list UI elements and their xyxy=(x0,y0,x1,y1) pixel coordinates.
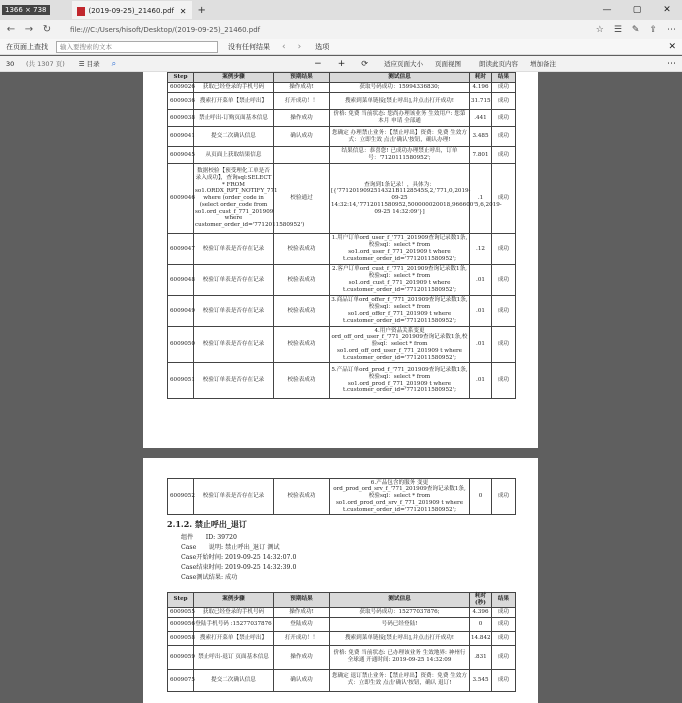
cell-case-step: 获取已经登录的手机号码 xyxy=(194,607,274,617)
minimize-icon[interactable]: — xyxy=(602,5,612,15)
cell-expected-result: 操作成功! xyxy=(274,83,330,93)
cell-test-info: 价格: 免费 当前状态: 您尚办理该业务 生效用户: 您第本月 申请 全部通 xyxy=(330,110,470,127)
cell-case-step: 校验订单表是否存在记录 xyxy=(194,327,274,363)
page-number-input[interactable]: 30 xyxy=(6,59,15,68)
cell-step-id: 6009047 xyxy=(168,234,194,265)
cell-result: 成功 xyxy=(492,669,516,691)
cell-test-info: 5.产品订单ord_prod_f_'771_201909查询记录数1条,校验sql：select * from so1.ord_prod_f_771_201909 t where t.customer_order_id='7712011580952'; xyxy=(330,363,470,399)
close-tab-icon[interactable]: ✕ xyxy=(179,6,187,16)
search-icon[interactable]: ⌕ xyxy=(111,58,117,68)
column-header-duration: 耗时(秒) xyxy=(470,593,492,608)
cell-step-id: 6009058 xyxy=(168,631,194,645)
cell-expected-result: 打开成功！！ xyxy=(274,93,330,110)
favorites-list-icon[interactable]: ☰ xyxy=(613,24,622,35)
cell-test-info: 您确定 退订禁止业务：【禁止呼出】资费：免费 生效方式：立即生效 点击'确认'按钮，确认 退订! xyxy=(330,669,470,691)
cell-expected-result: 校验表成功 xyxy=(274,363,330,399)
cell-result: 成功 xyxy=(492,363,516,399)
case-meta-end: Case结束时间: 2019-09-25 14:32:39.0 xyxy=(181,564,297,571)
column-header-step-id: Step xyxy=(168,593,194,608)
close-window-icon[interactable]: ✕ xyxy=(663,5,671,15)
cell-result: 成功 xyxy=(492,127,516,147)
cell-expected-result xyxy=(274,147,330,164)
cell-duration: 4.396 xyxy=(470,607,492,617)
table-row xyxy=(168,631,516,645)
cell-result: 成功 xyxy=(492,617,516,631)
table-row xyxy=(168,296,516,327)
add-note-button[interactable]: 增加备注 xyxy=(529,60,556,68)
cell-result: 成功 xyxy=(492,645,516,669)
table-row xyxy=(168,93,516,110)
table-row xyxy=(168,479,516,515)
cell-duration: .01 xyxy=(470,265,492,296)
cell-case-step: 禁止呼出-订购页面基本信息 xyxy=(194,110,274,127)
cell-case-step: 登陆手机号码 :15277037876 xyxy=(194,617,274,631)
maximize-icon[interactable]: ▢ xyxy=(632,5,642,15)
cell-test-info: 您确定 办理禁止业务：【禁止呼出】资费：免费 生效方式：立即生效 点击'确认'按钮，确认办理! xyxy=(330,127,470,147)
column-header-expected-result: 预期结果 xyxy=(274,73,330,83)
cell-step-id: 6009048 xyxy=(168,265,194,296)
cell-step-id: 6009059 xyxy=(168,645,194,669)
table-body xyxy=(168,83,516,399)
step-table-2 xyxy=(167,592,516,692)
cell-test-info: 价格: 免费 当前状态: 已办理该业务 生效地界: 神州行 全球通 开通时间: 2019-09-25 14:32:09 xyxy=(330,645,470,669)
cell-result: 成功 xyxy=(492,164,516,234)
cell-test-info: 搜索到菜单链接[禁止呼出],并点击打开成功! xyxy=(330,93,470,110)
toc-label: 目录 xyxy=(86,60,100,68)
cell-case-step: 数据校验【预受理化工单是否录入成功】，查询sql:SELECT * FROM so1.ORDX_RPT_NOTIFY_771 where (order_code in (select order_code from so1.ord_cust_f_771_201909 where customer_order_id='7712011580952') xyxy=(194,164,274,234)
cell-step-id: 6009056 xyxy=(168,617,194,631)
step-table xyxy=(167,72,516,399)
cell-case-step: 提交二次确认信息 xyxy=(194,127,274,147)
cell-test-info: 查询到1条记录！，具体为：[{'7712019092514321B1128545S,2,'771,0,2019-09-25 14:32:14,'7712011580952,500000020018,966600'5,6,2019-09-25 14:32:09'}] xyxy=(330,164,470,234)
cell-expected-result: 操作成功! xyxy=(274,607,330,617)
more-icon[interactable]: ⋯ xyxy=(667,24,676,35)
cell-case-step: 提交二次确认信息 xyxy=(194,669,274,691)
cell-test-info: 搜索到菜单链接[禁止呼出],并点击打开成功! xyxy=(330,631,470,645)
cell-expected-result: 校验通过 xyxy=(274,164,330,234)
rotate-icon[interactable]: ⟳ xyxy=(361,59,368,68)
find-options-button[interactable]: 选项 xyxy=(315,42,330,51)
table-row xyxy=(168,164,516,234)
pdf-file-icon xyxy=(77,7,85,16)
cell-test-info: 2.客户订单ord_cust_f_'771_201909查询记录数1条,校验sql：select * from so1.ord_cust_f_771_201909 t where t.customer_order_id='7712011580952'; xyxy=(330,265,470,296)
find-previous-icon[interactable]: ‹ xyxy=(282,41,286,52)
find-result: 没有任何结果 xyxy=(228,42,270,51)
cell-result: 成功 xyxy=(492,327,516,363)
cell-step-id: 6009036 xyxy=(168,93,194,110)
cell-result: 成功 xyxy=(492,265,516,296)
cell-case-step: 搜索打开菜单【禁止呼出】 xyxy=(194,93,274,110)
cell-duration: 7.801 xyxy=(470,147,492,164)
column-header-duration: 耗时 xyxy=(470,73,492,83)
cell-duration: .01 xyxy=(470,363,492,399)
cell-result: 成功 xyxy=(492,110,516,127)
cell-expected-result: 登陆成功 xyxy=(274,617,330,631)
header-row xyxy=(168,73,516,83)
cell-duration: .12 xyxy=(470,234,492,265)
cell-duration: .01 xyxy=(470,327,492,363)
zoom-in-icon[interactable]: + xyxy=(337,58,346,69)
address-bar xyxy=(0,20,682,39)
table-header xyxy=(168,73,516,83)
cell-result: 成功 xyxy=(492,296,516,327)
table-row xyxy=(168,265,516,296)
cell-expected-result: 校验表成功 xyxy=(274,234,330,265)
url-field[interactable]: file:///C:/Users/hisoft/Desktop/(2019-09-25)_21460.pdf xyxy=(70,25,261,34)
cell-test-info: 获取号码成功：15994336830; xyxy=(330,83,470,93)
case-meta-desc: Case 说明: 禁止呼出_退订 测试 xyxy=(181,544,280,551)
cell-step-id: 6009026 xyxy=(168,83,194,93)
cell-step-id: 6009041 xyxy=(168,127,194,147)
cell-case-step: 获取已经登录的手机号码 xyxy=(194,83,274,93)
pdf-toolbar xyxy=(0,56,682,72)
table-row xyxy=(168,83,516,93)
pdf-page-2 xyxy=(143,458,538,703)
cell-case-step: 校验订单表是否存在记录 xyxy=(194,363,274,399)
column-header-test-info: 测试信息 xyxy=(330,73,470,83)
cell-result: 成功 xyxy=(492,607,516,617)
cell-result: 成功 xyxy=(492,479,516,515)
cell-case-step: 搜索打开菜单【禁止呼出】 xyxy=(194,631,274,645)
table-row xyxy=(168,607,516,617)
cell-result: 成功 xyxy=(492,234,516,265)
table-header xyxy=(168,593,516,608)
pdf-page xyxy=(143,72,538,448)
case-meta-start: Case开始时间: 2019-09-25 14:32:07.0 xyxy=(181,554,297,561)
table-row xyxy=(168,147,516,164)
column-header-test-info: 测试信息 xyxy=(330,593,470,608)
cell-expected-result: 校验表成功 xyxy=(274,265,330,296)
cell-expected-result: 打开成功！！ xyxy=(274,631,330,645)
favorite-icon[interactable]: ☆ xyxy=(595,24,604,35)
column-header-case-step: 案例步骤 xyxy=(194,593,274,608)
column-header-expected-result: 预期结果 xyxy=(274,593,330,608)
cell-result: 成功 xyxy=(492,83,516,93)
cell-case-step: 从页面上获取结果信息 xyxy=(194,147,274,164)
cell-step-id: 6009055 xyxy=(168,607,194,617)
section-title: 2.1.2. 禁止呼出_退订 xyxy=(167,519,247,529)
window-titlebar xyxy=(0,0,682,20)
cell-expected-result: 操作成功 xyxy=(274,645,330,669)
cell-test-info: 获取号码成功：15277037876; xyxy=(330,607,470,617)
cell-test-info: 6.产品包含的服务 变更 ord_prod_ord_srv_f_'771_201909查询记录数1条,校验sql：select * from so1.ord_prod_ord_srv_f_771_201909 t where t.customer_order_id='7712011580952'; xyxy=(330,479,470,515)
table-row xyxy=(168,645,516,669)
cell-duration: 0 xyxy=(470,479,492,515)
cell-duration: 3.485 xyxy=(470,127,492,147)
toc-button[interactable]: ☰ 目录 xyxy=(78,60,100,68)
column-header-step-id: Step xyxy=(168,73,194,83)
pdf-more-icon[interactable]: ⋯ xyxy=(667,58,676,69)
window-controls xyxy=(592,5,682,15)
cell-duration: 0 xyxy=(470,617,492,631)
cell-expected-result: 确认成功 xyxy=(274,127,330,147)
page-view-button[interactable]: 页面视图 xyxy=(434,60,461,68)
refresh-icon[interactable]: ↻ xyxy=(42,24,52,35)
find-label: 在页面上查找 xyxy=(6,42,48,51)
find-next-icon[interactable]: › xyxy=(297,41,302,52)
column-header-result: 结果 xyxy=(492,593,516,608)
cell-result: 成功 xyxy=(492,93,516,110)
back-icon[interactable]: ← xyxy=(6,24,16,35)
new-tab-button[interactable]: + xyxy=(197,4,206,16)
table-row xyxy=(168,327,516,363)
cell-case-step: 校验订单表是否存在记录 xyxy=(194,234,274,265)
step-table-continued xyxy=(167,478,516,515)
cell-step-id: 6009075 xyxy=(168,669,194,691)
tab-title: (2019-09-25)_21460.pdf xyxy=(88,7,174,15)
read-aloud-button[interactable]: 朗读此页内容 xyxy=(478,60,518,68)
fit-page-button[interactable]: 适应页面大小 xyxy=(383,60,423,68)
table-row xyxy=(168,234,516,265)
case-meta-result: Case测试结果: 成功 xyxy=(181,574,238,581)
cell-result: 成功 xyxy=(492,631,516,645)
cell-expected-result: 校验表成功 xyxy=(274,296,330,327)
table-row xyxy=(168,617,516,631)
cell-duration: 4.196 xyxy=(470,83,492,93)
cell-duration: .1 xyxy=(470,164,492,234)
table-body xyxy=(168,607,516,691)
close-find-icon[interactable]: ✕ xyxy=(668,41,676,52)
share-icon[interactable]: ⇪ xyxy=(649,24,657,35)
find-input[interactable]: 输入要搜索的文本 xyxy=(56,41,218,53)
cell-expected-result: 校验表成功 xyxy=(274,479,330,515)
cell-case-step: 校验订单表是否存在记录 xyxy=(194,296,274,327)
cell-result: 成功 xyxy=(492,147,516,164)
zoom-out-icon[interactable]: − xyxy=(314,58,322,69)
cell-case-step: 校验订单表是否存在记录 xyxy=(194,265,274,296)
cell-case-step: 校验订单表是否存在记录 xyxy=(194,479,274,515)
column-header-result: 结果 xyxy=(492,73,516,83)
cell-step-id: 6009051 xyxy=(168,363,194,399)
column-header-case-step: 案例步骤 xyxy=(194,73,274,83)
cell-step-id: 6009046 xyxy=(168,164,194,234)
table-row xyxy=(168,363,516,399)
cell-test-info: 3.商品订单ord_offer_f_'771_201909查询记录数1条,校验sql：select * from so1.ord_offer_f_771_201909 t where t.customer_order_id='7712011580952'; xyxy=(330,296,470,327)
cell-duration: .441 xyxy=(470,110,492,127)
forward-icon[interactable]: → xyxy=(24,24,34,35)
cell-step-id: 6009052 xyxy=(168,479,194,515)
cell-test-info: 1.用户订单ord_user_f_'771_201909查询记录数1条,校验sql：select * from so1.ord_user_f_771_201909 t where t.customer_order_id='7712011580952'; xyxy=(330,234,470,265)
cell-expected-result: 操作成功 xyxy=(274,110,330,127)
table-body xyxy=(168,479,516,515)
browser-tab[interactable] xyxy=(72,1,192,19)
resolution-badge: 1366 × 738 xyxy=(2,5,50,15)
cell-step-id: 6009050 xyxy=(168,327,194,363)
cell-expected-result: 校验表成功 xyxy=(274,327,330,363)
case-meta-component: 组件 ID: 39720 xyxy=(181,534,237,541)
cell-step-id: 6009038 xyxy=(168,110,194,127)
cell-duration: .831 xyxy=(470,645,492,669)
table-row xyxy=(168,127,516,147)
page-total: (共 1307 页) xyxy=(26,60,65,68)
cell-duration: .01 xyxy=(470,296,492,327)
table-row xyxy=(168,110,516,127)
cell-expected-result: 确认成功 xyxy=(274,669,330,691)
cell-test-info: 结果信息：恭喜您! 已成功办理禁止呼出，订单号：'7120111580952'; xyxy=(330,147,470,164)
pen-icon[interactable]: ✎ xyxy=(631,24,640,35)
cell-duration: 31.715 xyxy=(470,93,492,110)
cell-duration: 14.842 xyxy=(470,631,492,645)
cell-case-step: 禁止呼出-退订 页面基本信息 xyxy=(194,645,274,669)
cell-step-id: 6009045 xyxy=(168,147,194,164)
table-row xyxy=(168,669,516,691)
cell-test-info: 号码已经登陆! xyxy=(330,617,470,631)
cell-step-id: 6009049 xyxy=(168,296,194,327)
cell-test-info: 4.用户资品关系变更 ord_off_ord_user_f_'771_201909查询记录数1条,校验sql：select * from so1.ord_off_ord_user_f_771_201909 t where t.customer_order_id='7712011580952'; xyxy=(330,327,470,363)
browser-actions xyxy=(596,25,676,35)
header-row xyxy=(168,593,516,608)
cell-duration: 3.545 xyxy=(470,669,492,691)
find-bar xyxy=(0,39,682,55)
